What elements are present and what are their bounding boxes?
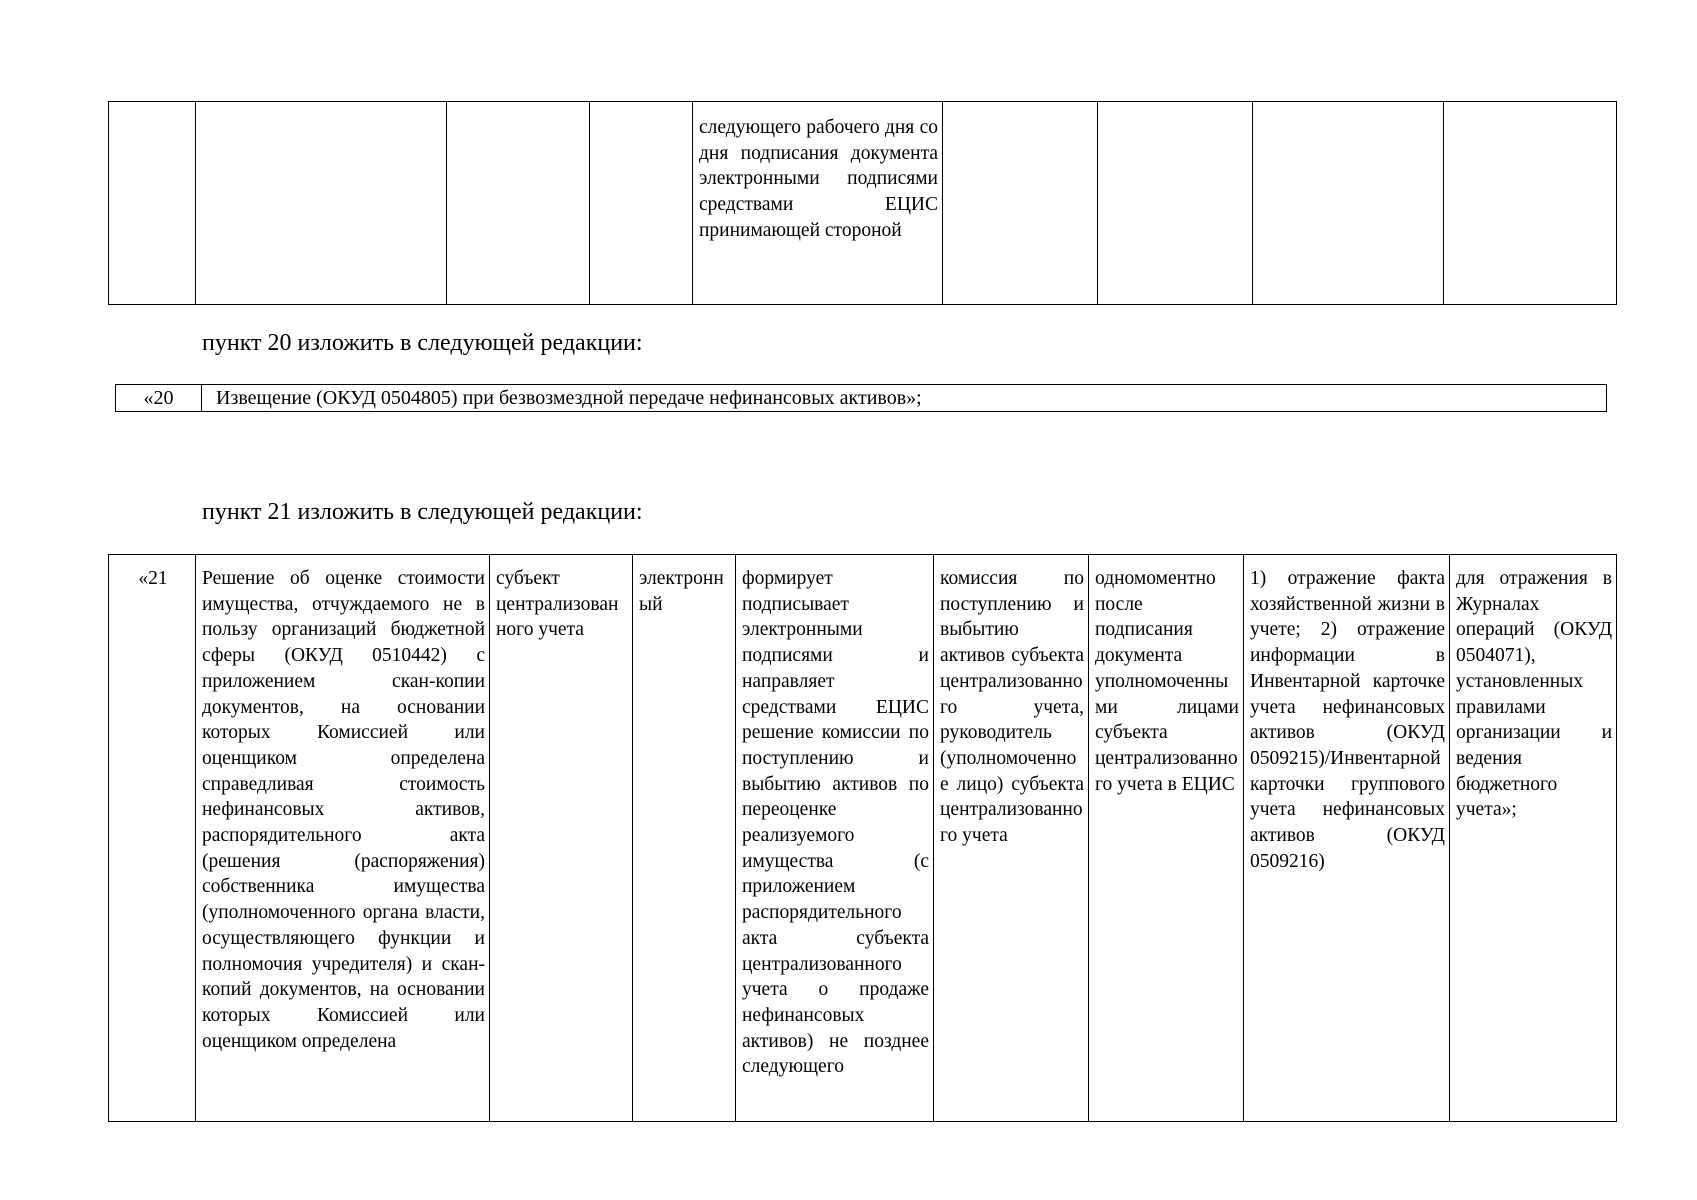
cell-subject: субъект централизованного учета <box>490 555 633 1122</box>
cell-number: «21 <box>109 555 196 1122</box>
cell-document <box>196 102 447 305</box>
table-row <box>109 555 1617 1122</box>
cell-responsible: комиссия по поступлению и выбытию активов субъекта централизованного учета, руководитель (уполномоченное лицо) субъекта централизованного учета <box>934 555 1089 1122</box>
heading-item-20: пункт 20 изложить в следующей редакции: <box>202 330 643 356</box>
cell-subject <box>447 102 590 305</box>
cell-registry: для отражения в Журналах операций (ОКУД 0504071), установленных правилами организации и ведения бюджетного учета»; <box>1450 555 1617 1122</box>
cell-responsible <box>943 102 1098 305</box>
cell-purpose: 1) отражение факта хозяйственной жизни в учете; 2) отражение информации в Инвентарной карточке учета нефинансовых активов (ОКУД 0509215)/Инвентарной карточки группового учета нефинансовых активов (ОКУД 0509216) <box>1244 555 1450 1122</box>
table-row <box>109 102 1617 305</box>
cell-document: Извещение (ОКУД 0504805) при безвозмездной передаче нефинансовых активов»; <box>202 385 1607 412</box>
cell-term <box>1098 102 1253 305</box>
table-item-20 <box>115 384 1607 412</box>
cell-form <box>590 102 693 305</box>
cell-purpose <box>1253 102 1444 305</box>
heading-item-21: пункт 21 изложить в следующей редакции: <box>202 499 643 525</box>
table-continuation <box>108 101 1617 305</box>
cell-registry <box>1444 102 1617 305</box>
cell-form: электронный <box>633 555 736 1122</box>
cell-document: Решение об оценке стоимости имущества, отчуждаемого не в пользу организаций бюджетной сферы (ОКУД 0510442) с приложением скан-копии документов, на основании которых Комиссией или оценщиком определена справедливая стоимость нефинансовых активов, распорядительного акта (решения (распоряжения) собственника имущества (уполномоченного органа власти, осуществляющего функции и полномочия учредителя) и скан-копий документов, на основании которых Комиссией или оценщиком определена <box>196 555 490 1122</box>
table-row <box>116 385 1607 412</box>
cell-procedure: формирует подписывает электронными подписями и направляет средствами ЕЦИС решение комиссии по поступлению и выбытию активов по переоценке реализуемого имущества (с приложением распорядительного акта субъекта централизованного учета о продаже нефинансовых активов) не позднее следующего <box>736 555 934 1122</box>
table-item-21 <box>108 554 1617 1122</box>
cell-term: одномоментно после подписания документа уполномоченными лицами субъекта централизованного учета в ЕЦИС <box>1089 555 1244 1122</box>
cell-number <box>109 102 196 305</box>
cell-number: «20 <box>116 385 202 412</box>
cell-procedure: следующего рабочего дня со дня подписания документа электронными подписями средствами ЕЦИС принимающей стороной <box>693 102 943 305</box>
